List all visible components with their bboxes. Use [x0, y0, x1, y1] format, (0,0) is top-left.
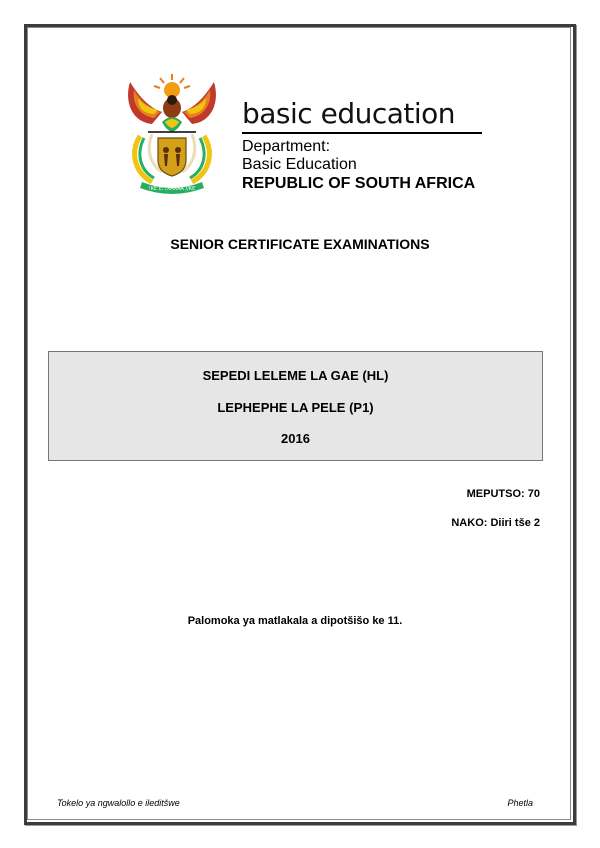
coat-of-arms-icon: [122, 72, 222, 196]
marks-label: MEPUTSO: 70: [466, 488, 540, 500]
paper-name: LEPHEPHE LA PELE (P1): [217, 400, 374, 415]
turn-over-note: Phetla: [507, 798, 533, 808]
copyright-note: Tokelo ya ngwalollo e ileditšwe: [57, 798, 180, 808]
motto-text: !KE E: /XARRA //KE: [148, 186, 196, 192]
exam-title: SENIOR CERTIFICATE EXAMINATIONS: [170, 236, 430, 252]
department-label: Department:: [242, 138, 331, 155]
time-label: NAKO: Diiri tše 2: [451, 517, 540, 529]
department-name: Basic Education: [242, 156, 357, 173]
subject-name: SEPEDI LELEME LA GAE (HL): [202, 368, 389, 383]
country-name: REPUBLIC OF SOUTH AFRICA: [242, 175, 476, 192]
subject-box: [48, 351, 543, 461]
brand-title: basic education: [242, 97, 456, 130]
exam-year: 2016: [281, 431, 310, 446]
brand-block: [242, 96, 482, 194]
brand-underline: [242, 132, 482, 134]
page-count-note: Palomoka ya matlakala a dipotšišo ke 11.: [187, 615, 403, 627]
